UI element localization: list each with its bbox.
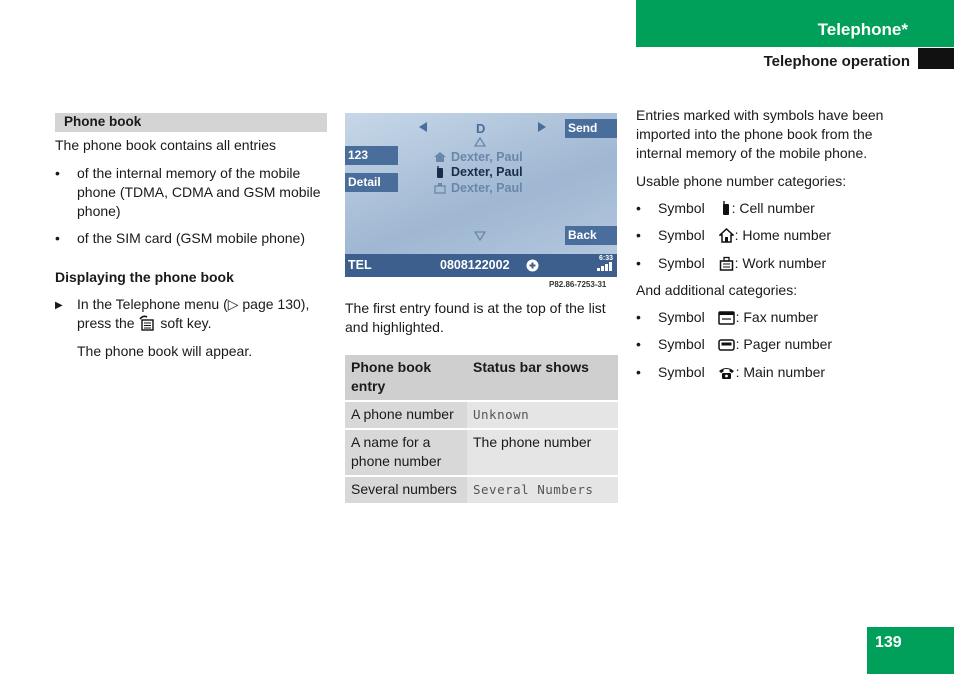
send-button[interactable]: Send [565,119,617,138]
list-item[interactable]: Dexter, Paul [451,150,523,164]
work-icon [719,256,734,271]
table-row [345,402,618,428]
plus-circle-icon [526,259,539,272]
symbols-intro: Entries marked with symbols have been imported into the phone book from the internal memory of the mobile phone. [636,107,884,161]
list-item: • Symbol : Cell number [636,200,815,216]
page-number: 139 [867,627,954,674]
status-label: TEL [348,258,372,272]
clock: 6:33 [599,255,614,262]
status-table [345,353,618,505]
chapter-tab: Telephone* [636,0,954,47]
phonebook-softkey-icon [139,315,155,331]
table-row [345,430,618,475]
pager-icon [718,337,735,352]
home-icon [719,228,734,243]
detail-button[interactable]: Detail [345,173,398,192]
cell-phone-icon [433,166,447,179]
list-item: • Symbol : Home number [636,227,832,243]
table-cell: Unknown [467,402,618,428]
table-row [345,477,618,503]
scroll-up-icon [474,137,486,147]
table-cell: A name for a phone number [345,430,467,475]
list-item: • Symbol : Work number [636,255,827,271]
home-icon [433,151,447,163]
section-title: Telephone operation [763,53,910,70]
result-text: The phone book will appear. [77,343,253,359]
figure-code: P82.86-7253-31 [549,280,607,289]
status-number: 0808122002 [440,258,510,272]
table-header-cell: Phone book entry [345,355,467,400]
work-icon [433,182,447,194]
list-item: • of the SIM card (GSM mobile phone) [55,230,305,246]
subheading: Displaying the phone book [55,269,234,285]
table-header-row [345,355,618,400]
phone-book-heading: Phone book [55,113,327,132]
cell-phone-icon [721,201,731,216]
arrow-left-icon [417,121,429,133]
list-item: • Symbol : Pager number [636,336,833,352]
additional-label: And additional categories: [636,282,798,298]
table-cell: Several Numbers [467,477,618,503]
table-cell: The phone number [467,430,618,475]
fax-icon [718,310,735,325]
list-item[interactable]: Dexter, Paul [451,181,523,195]
status-bar [345,254,617,277]
list-item: • Symbol : Main number [636,364,826,380]
list-item: • Symbol : Fax number [636,309,819,325]
scroll-down-icon [474,231,486,241]
letter-indicator: D [476,121,486,136]
back-button[interactable]: Back [565,226,617,245]
instruction-step: ▶ In the Telephone menu (▷ page 130), press the soft key. [55,296,310,331]
table-header-cell: Status bar shows [467,355,618,400]
figure-caption: The first entry found is at the top of the list and highlighted. [345,300,606,335]
table-cell: A phone number [345,402,467,428]
list-item-selected[interactable]: Dexter, Paul [451,165,523,179]
categories-label: Usable phone number categories: [636,173,847,189]
phone-book-screen [345,113,617,277]
signal-strength-icon [597,262,613,271]
table-cell: Several numbers [345,477,467,503]
list-item: • of the internal memory of the mobile phone (TDMA, CDMA and GSM mobile phone) [55,165,321,219]
section-marker [918,48,954,69]
number-input-button[interactable]: 123 [345,146,398,165]
arrow-right-icon [536,121,548,133]
intro-text: The phone book contains all entries [55,137,277,153]
main-phone-icon [718,365,735,380]
